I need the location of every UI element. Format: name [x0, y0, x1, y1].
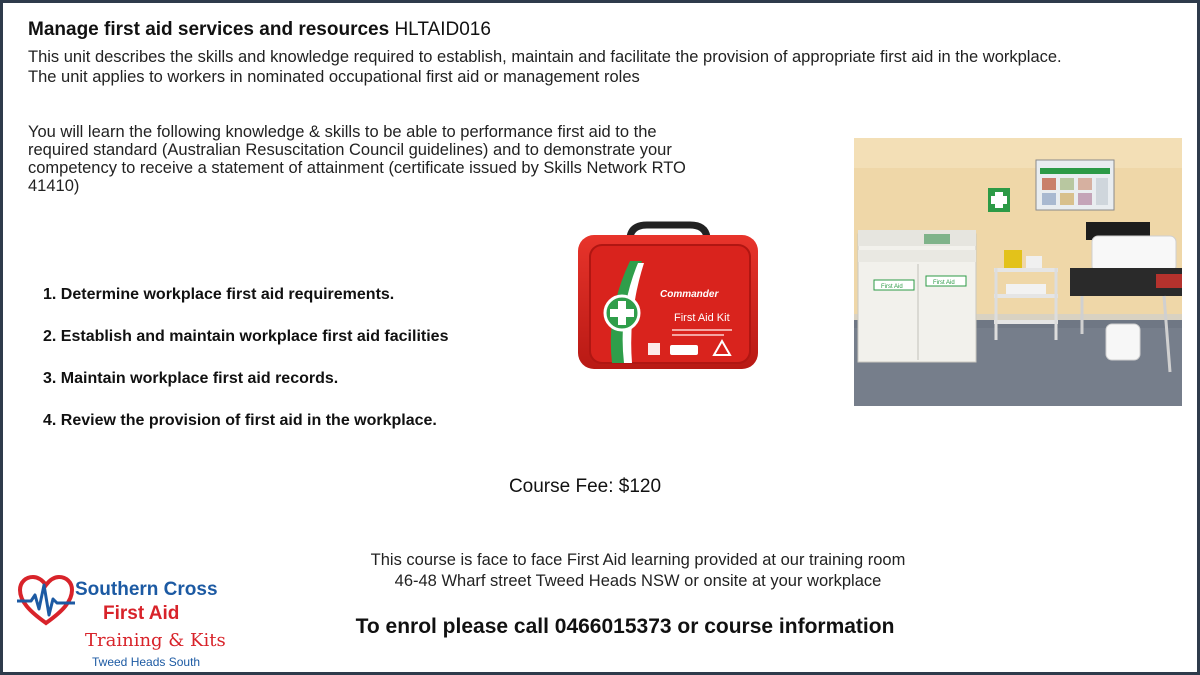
cabinet-label-right: First Aid — [933, 280, 955, 286]
enrol-call-to-action: To enrol please call 0466015373 or course information — [355, 615, 895, 638]
course-fee-text: Course Fee: $120 — [508, 476, 662, 497]
list-item: 3. Maintain workplace first aid records. — [43, 370, 339, 387]
description-line-2: The unit applies to workers in nominated occupational first aid or management roles — [28, 68, 640, 86]
first-aid-room-image — [854, 138, 1182, 406]
course-info-line-2: 46-48 Wharf street Tweed Heads NSW or onsite at your workplace — [394, 572, 882, 590]
list-item: 2. Establish and maintain workplace first aid facilities — [43, 328, 449, 345]
course-fee — [3, 476, 1191, 498]
heartbeat-heart-icon — [17, 575, 75, 627]
logo-line-southern-cross: Southern Cross — [75, 579, 218, 600]
title-text: Manage first aid services and resources — [28, 19, 390, 40]
unit-description — [28, 47, 1178, 87]
logo-line-location: Tweed Heads South — [92, 655, 201, 669]
first-aid-kit-image — [572, 221, 764, 373]
cabinet-label-left: First Aid — [881, 284, 903, 290]
course-info — [258, 550, 1018, 592]
page-title — [28, 19, 491, 41]
kit-brand-text: Commander — [660, 289, 719, 300]
course-info-line-1: This course is face to face First Aid learning provided at our training room — [370, 551, 906, 569]
company-logo — [17, 575, 247, 671]
logo-line-first-aid: First Aid — [103, 603, 180, 624]
learn-paragraph: You will learn the following knowledge & skills to be able to performance first aid to the required standard (Australian Resuscitation Council guidelines) and to demonstrate your competency to receive a statement of attainment (certificate issued by Skills Network RTO 41410) — [28, 123, 686, 195]
description-line-1: This unit describes the skills and knowledge required to establish, maintain and facilitate the provision of appropriate first aid in the workplace. — [28, 48, 1062, 66]
list-item: 4. Review the provision of first aid in the workplace. — [43, 412, 437, 429]
kit-label-text: First Aid Kit — [674, 312, 730, 324]
outcomes-list — [43, 285, 448, 453]
logo-line-training-kits: Training & Kits — [85, 630, 226, 651]
unit-code: HLTAID016 — [394, 19, 491, 40]
list-item: 1. Determine workplace first aid requirements. — [43, 286, 395, 303]
